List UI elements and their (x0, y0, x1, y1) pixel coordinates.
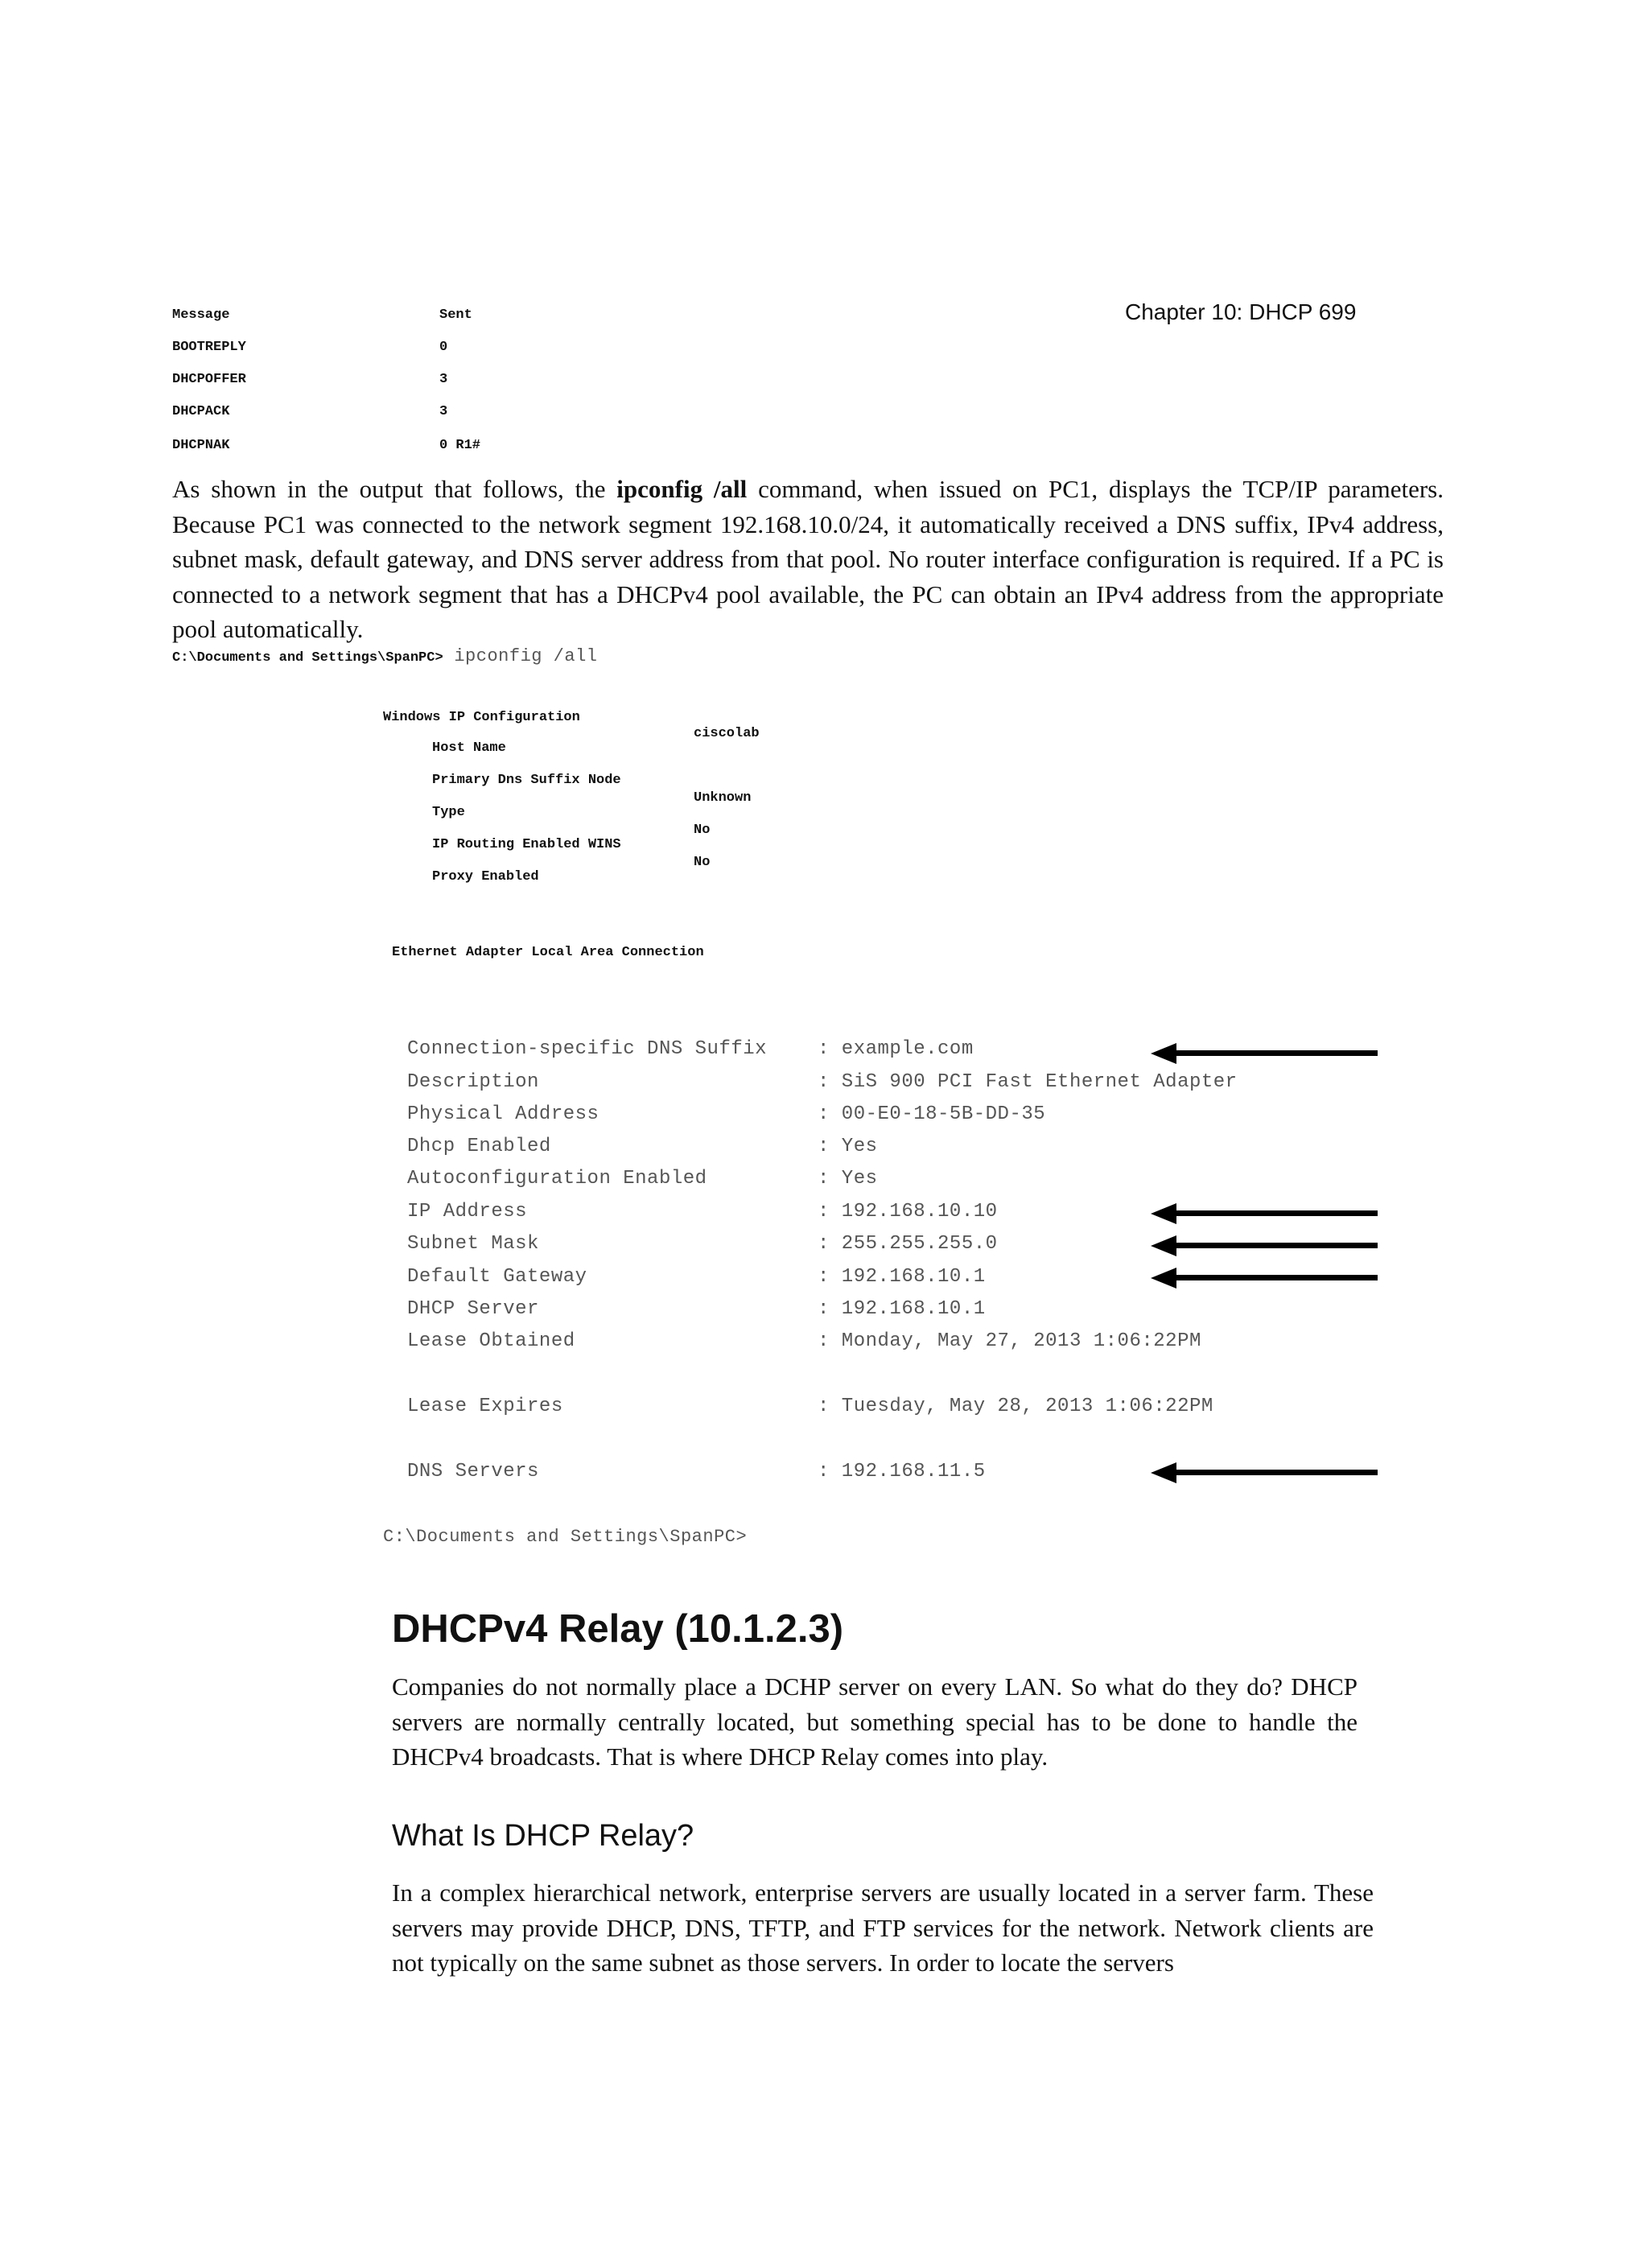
adapter-details (407, 1038, 1373, 1505)
end-prompt: C:\Documents and Settings\SpanPC> (383, 1527, 748, 1547)
left-arrow-icon (1151, 1243, 1378, 1249)
config-value: ciscolab (694, 726, 760, 741)
section-title: DHCPv4 Relay (10.1.2.3) (392, 1607, 844, 1651)
config-value: No (694, 855, 711, 870)
intro-text-before: As shown in the output that follows, the (172, 475, 617, 503)
left-arrow-icon (1151, 1275, 1378, 1281)
adapter-value: : 192.168.10.1 (818, 1266, 986, 1288)
adapter-value: : Monday, May 27, 2013 1:06:22PM (818, 1330, 1201, 1352)
table-header-sent: Sent (439, 307, 472, 323)
chapter-header: Chapter 10: DHCP 699 (1125, 299, 1357, 324)
adapter-value: : 192.168.10.10 (818, 1201, 998, 1223)
adapter-label: Default Gateway (407, 1266, 587, 1288)
adapter-value: : Yes (818, 1168, 878, 1190)
adapter-label: Physical Address (407, 1103, 599, 1125)
subsection-title: What Is DHCP Relay? (392, 1819, 694, 1853)
adapter-label: DNS Servers (407, 1461, 539, 1482)
left-arrow-icon (1151, 1210, 1378, 1217)
config-value: Unknown (694, 790, 752, 806)
config-value: No (694, 823, 711, 838)
ethernet-adapter-heading: Ethernet Adapter Local Area Connection (392, 945, 704, 960)
config-label: Type (432, 805, 465, 820)
adapter-value: : 00-E0-18-5B-DD-35 (818, 1103, 1046, 1125)
ipconfig-command: ipconfig /all (616, 475, 748, 503)
table-cell-message: DHCPOFFER (172, 372, 246, 387)
adapter-label: DHCP Server (407, 1298, 539, 1320)
prompt-command: ipconfig /all (443, 646, 598, 666)
config-label: Proxy Enabled (432, 869, 539, 885)
left-arrow-icon (1151, 1470, 1378, 1476)
command-prompt-line (172, 646, 598, 666)
adapter-label: IP Address (407, 1201, 528, 1223)
adapter-label: Lease Expires (407, 1396, 563, 1417)
table-cell-message: DHCPNAK (172, 438, 230, 453)
adapter-value: : 255.255.255.0 (818, 1233, 998, 1255)
adapter-value: : Yes (818, 1136, 878, 1157)
config-label: Host Name (432, 740, 506, 756)
intro-text-after: command, when issued on PC1, displays the TCP/IP parameters. Because PC1 was connected to the network segment 192.168.10.0/24, it automatically received a DNS suffix, IPv4 address, subnet mask, default gateway, and DNS server address from that pool. No router interface configuration is required. If a PC is connected to a network segment that has a DHCPv4 pool available, the PC can obtain an IPv4 address from the appropriate pool automatically. (172, 475, 1444, 643)
subsection-paragraph: In a complex hierarchical network, enterprise servers are usually located in a server farm. These servers may provide DHCP, DNS, TFTP, and FTP services for the network. Network clients are not typically on the same subnet as those servers. In order to locate the servers (392, 1878, 1374, 1977)
adapter-label: Subnet Mask (407, 1233, 539, 1255)
table-cell-sent: 3 (439, 404, 448, 419)
prompt-path: C:\Documents and Settings\SpanPC> (172, 650, 443, 666)
adapter-label: Dhcp Enabled (407, 1136, 551, 1157)
adapter-label: Autoconfiguration Enabled (407, 1168, 707, 1190)
section-paragraph: Companies do not normally place a DCHP server on every LAN. So what do they do? DHCP servers are normally centrally located, but something special has to be done to handle the DHCPv4 broadcasts. That is where DHCP Relay comes into play. (392, 1672, 1358, 1771)
table-cell-sent: 3 (439, 372, 448, 387)
adapter-value: : SiS 900 PCI Fast Ethernet Adapter (818, 1071, 1238, 1093)
table-cell-message: DHCPACK (172, 404, 230, 419)
config-label: IP Routing Enabled WINS (432, 837, 621, 852)
windows-ip-heading: Windows IP Configuration (383, 710, 580, 725)
left-arrow-icon (1151, 1050, 1378, 1057)
adapter-value: : 192.168.11.5 (818, 1461, 986, 1482)
adapter-value: : example.com (818, 1038, 974, 1060)
table-cell-message: BOOTREPLY (172, 340, 246, 355)
table-header-message: Message (172, 307, 230, 323)
adapter-value: : 192.168.10.1 (818, 1298, 986, 1320)
adapter-label: Connection-specific DNS Suffix (407, 1038, 768, 1060)
adapter-label: Lease Obtained (407, 1330, 575, 1352)
table-cell-sent: 0 R1# (439, 438, 481, 453)
config-label: Primary Dns Suffix Node (432, 773, 621, 788)
adapter-label: Description (407, 1071, 539, 1093)
table-cell-sent: 0 (439, 340, 448, 355)
intro-paragraph (172, 472, 1444, 647)
adapter-value: : Tuesday, May 28, 2013 1:06:22PM (818, 1396, 1213, 1417)
windows-ip-config (383, 710, 866, 895)
